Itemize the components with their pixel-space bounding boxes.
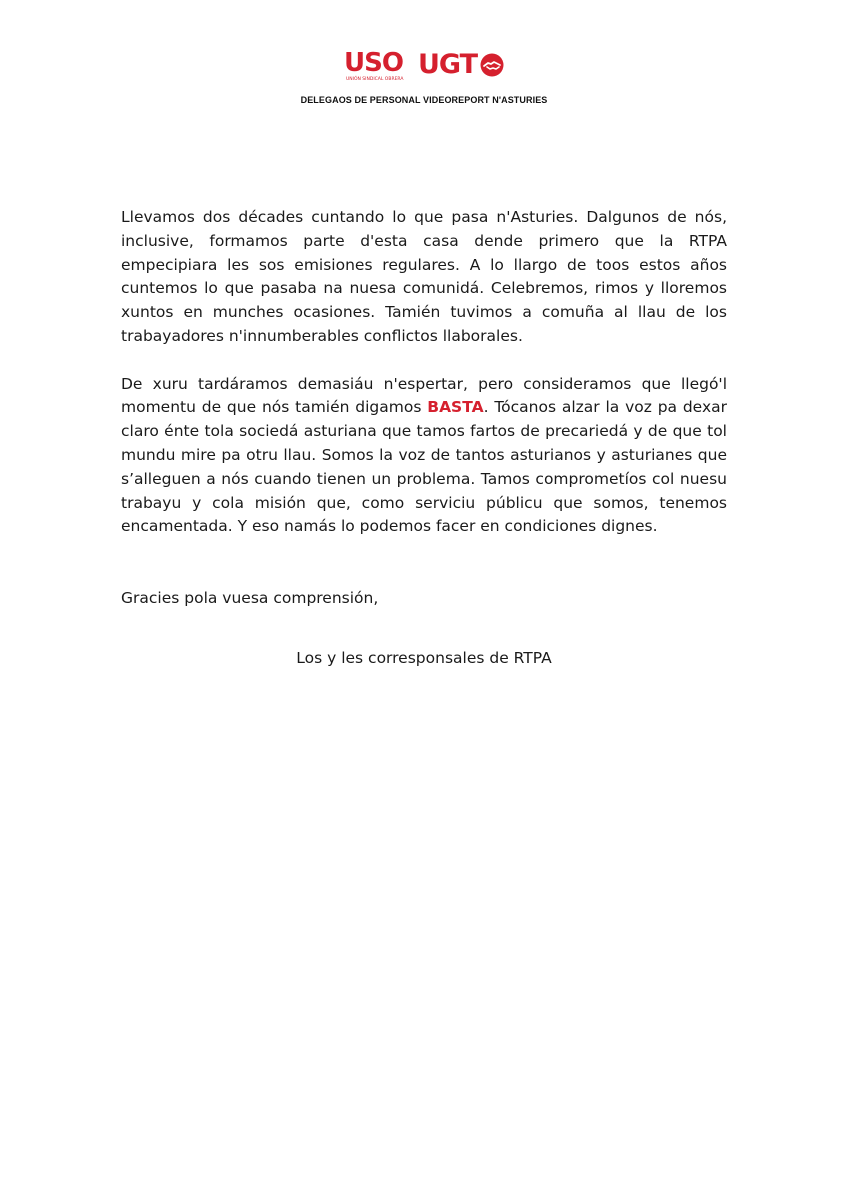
- ugt-logo: [418, 50, 504, 80]
- ugt-logo-wordmark: UGT: [417, 49, 478, 80]
- logo-bar: [0, 50, 848, 88]
- uso-logo-subtitle: UNIÓN SINDICAL OBRERA: [345, 77, 404, 82]
- uso-logo-wordmark: USO: [343, 48, 403, 78]
- basta-emphasis: BASTA: [427, 398, 484, 417]
- letter-body: [121, 206, 727, 670]
- ugt-handshake-icon: [480, 53, 504, 77]
- paragraph-2: [121, 373, 727, 540]
- header-title: DELEGAOS DE PERSONAL VIDEOREPORT N'ASTURIES: [300, 95, 548, 105]
- paragraph-2-start: De xuru tardáramos demasiáu n'espertar, pero consideramos que llegó'l momentu de que nós tamién digamos: [121, 374, 727, 417]
- signature: Los y les corresponsales de RTPA: [296, 648, 552, 667]
- paragraph-2-end: . Tócanos alzar la voz pa dexar claro énte tola sociedá asturiana que tamos fartos de precariedá y de que tol mundu mire pa otru llau. Somos la voz de tantos asturianos y asturianes que s’alleguen a nós cuando tienen un problema. Tamos comprometíos col nuesu trabayu y cola misión que, como serviciu públicu que somos, tenemos encamentada. Y eso namás lo podemos facer en condiciones dignes.: [121, 398, 727, 536]
- closing-line: Gracies pola vuesa comprensión,: [121, 588, 379, 607]
- paragraph-1: Llevamos dos décades cuntando lo que pasa n'Asturies. Dalgunos de nós, inclusive, formamos parte d'esta casa dende primero que la RTPA empecipiara les sos emisiones regulares. A lo llargo de toos estos años cuntemos lo que pasaba na nuesa comunidá. Celebremos, rimos y lloremos xuntos en munches ocasiones. Tamién tuvimos a comuña al llau de los trabayadores n'innumberables conflictos llaborales.: [121, 208, 727, 345]
- uso-logo: [344, 50, 408, 88]
